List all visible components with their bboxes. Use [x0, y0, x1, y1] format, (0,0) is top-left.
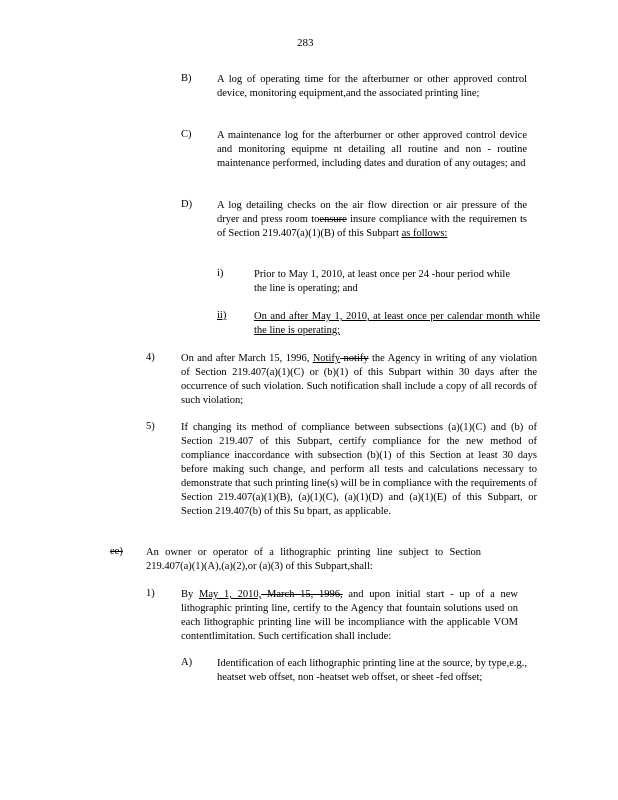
- item-label-d-ii: ii): [217, 310, 227, 321]
- item-label-d-i: i): [217, 268, 224, 279]
- item-4-inserted-text: Notify: [312, 353, 341, 364]
- page-number: 283: [297, 37, 314, 49]
- item-label-5: 5): [146, 421, 155, 432]
- item-d-inserted-text: as follows:: [401, 228, 448, 239]
- item-4-text: [181, 352, 537, 408]
- item-label-c: C): [181, 129, 192, 140]
- item-ee-1-a-text: Identification of each lithographic printing line at the source, by type,e.g., heatset web offset, non -heatset web offset, or sheet -fed offset;: [217, 658, 527, 683]
- item-d-text: [217, 199, 527, 241]
- item-ee-text: An owner or operator of a lithographic printing line subject to Section 219.407(a)(1)(A),(a)(2),or (a)(3) of this Subpart,shall:: [146, 547, 481, 572]
- item-label-ee: ee): [110, 546, 123, 557]
- item-ee-1-text-b: and upon initial start - up of a new lithographic printing line, certify to the Agency that fountain solutions used on each lithographic printing line will be incompliance with the applicable VOM contentlimitation. Such certification shall include:: [181, 589, 519, 642]
- item-c-text: A maintenance log for the afterburner or other approved control device and monitoring equipme nt detailing all routine and non - routine maintenance performed, including dates and duration of any outages; and: [217, 130, 527, 169]
- item-label-ee-1-a: A): [181, 657, 193, 668]
- item-4-text-b: the Agency in writing of any violation of Section 219.407(a)(1)(C) or (b)(1) of this Subpart within 30 days after the occurrence of such violation. Such notification shall include a copy of all records of such violation;: [181, 353, 537, 406]
- item-label-4: 4): [146, 352, 155, 363]
- item-d-i-text: Prior to May 1, 2010, at least once per 24 -hour period while the line is operating; and: [254, 269, 510, 294]
- item-d-text-a: A log detailing checks on the air flow direction or air pressure of the dryer and press room to: [217, 200, 527, 225]
- item-ee-1-deleted-text: March 15, 1996,: [261, 589, 343, 600]
- item-d-ii-text: On and after May 1, 2010, at least once per calendar month while the line is operating;: [254, 311, 540, 336]
- item-5-text: If changing its method of compliance between subsections (a)(1)(C) and (b) of Section 219.407 of this Subpart, certify compliance for the new method of compliance inaccordance with subsection (b)(1) of this Section at least 30 days before making such change, and perform all tests and calculations necessary to demonstrate that such printing line(s) will be in compliance with the requirements of Section 219.407(a)(1)(B), (a)(1)(C), (a)(1)(D) and (a)(1)(E) of this Subpart, or Section 219.407(b) of this Su bpart, as applicable.: [181, 422, 537, 517]
- item-ee-1-text: [181, 588, 518, 644]
- item-label-ee-1: 1): [146, 588, 155, 599]
- item-ee-1-text-a: By: [181, 589, 199, 600]
- item-ee-1-inserted-text: May 1, 2010,: [199, 589, 262, 600]
- item-label-d: D): [181, 199, 193, 210]
- item-d-deleted-text: ensure: [319, 214, 347, 225]
- item-d-text-b: insure compliance with the requiremen ts of Section 219.407(a)(1)(B) of this Subpart: [217, 214, 527, 239]
- item-label-b: B): [181, 73, 192, 84]
- item-4-text-a: On and after March 15, 1996,: [181, 353, 313, 364]
- item-4-deleted-text: notify: [340, 353, 369, 364]
- item-b-text: A log of operating time for the afterburner or other approved control device, monitoring equipment,and the associated printing line;: [217, 74, 527, 99]
